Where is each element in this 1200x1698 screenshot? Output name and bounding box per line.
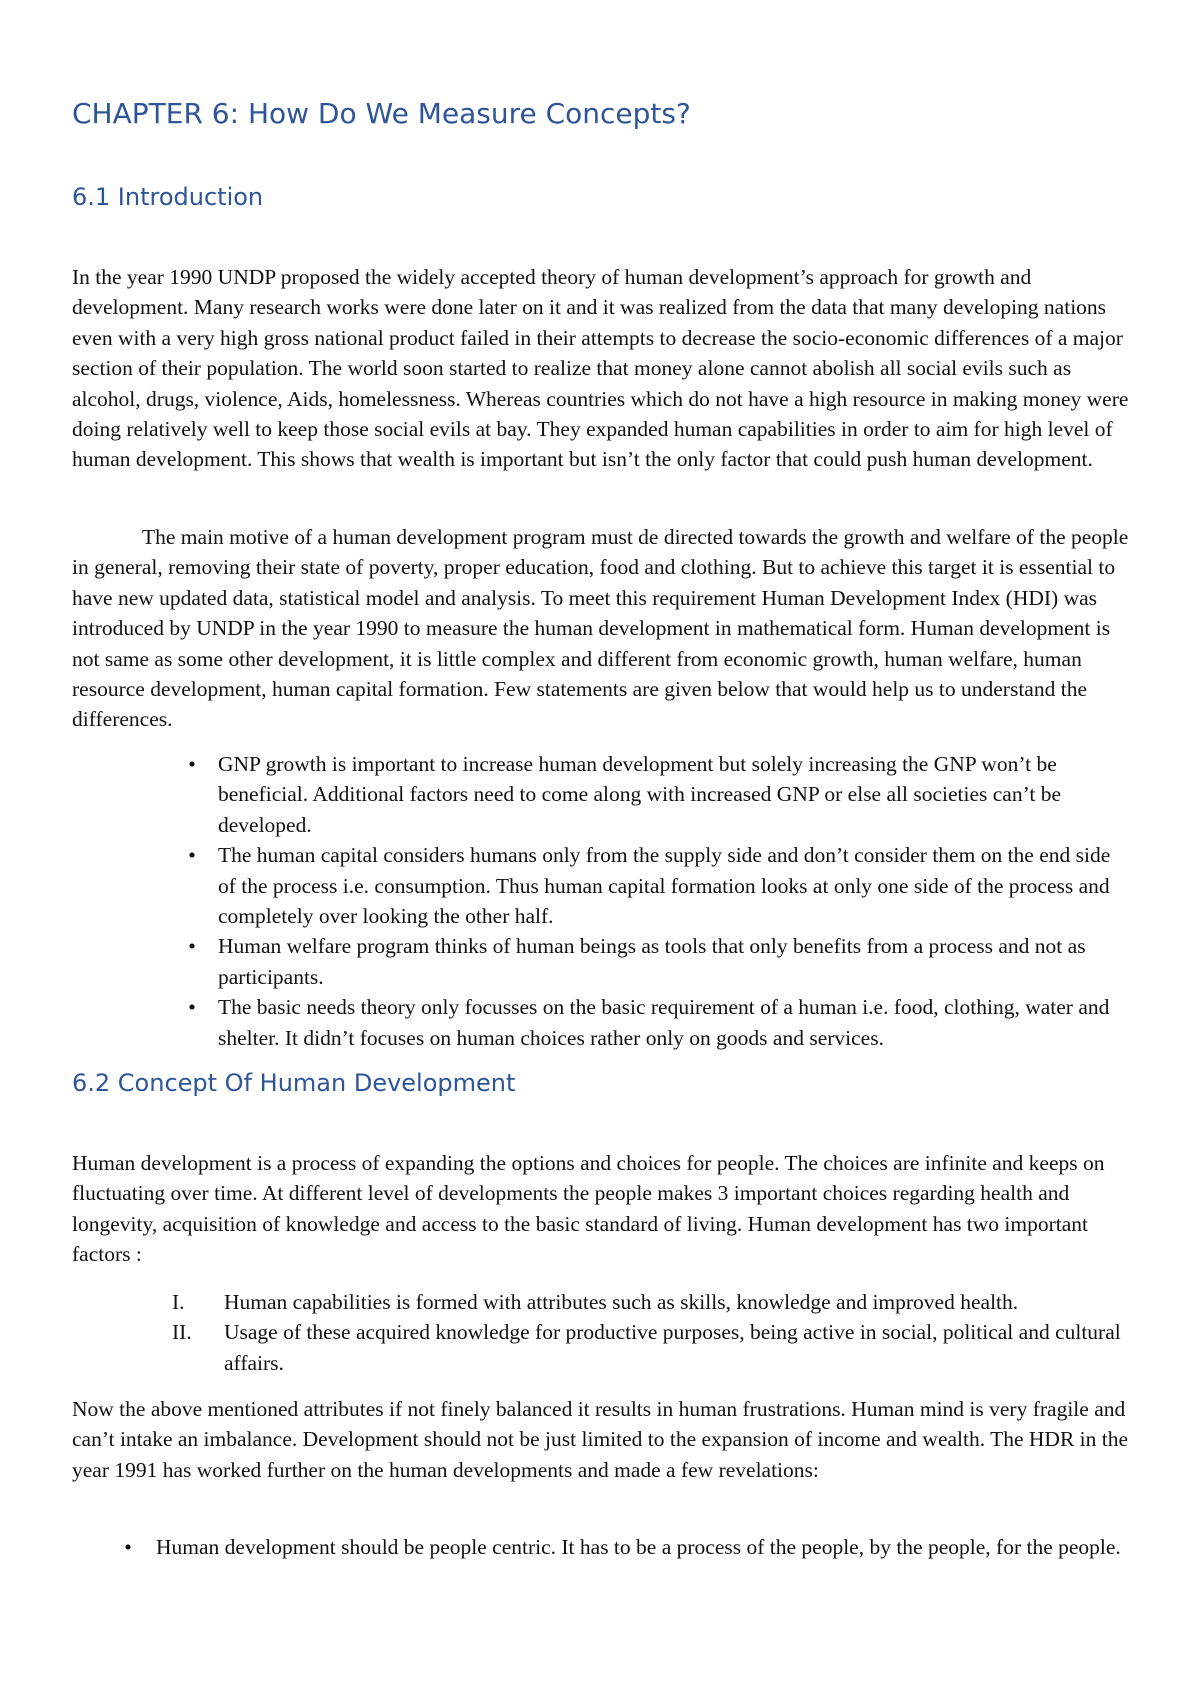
chapter-title: CHAPTER 6: How Do We Measure Concepts? — [72, 97, 691, 130]
list-item — [172, 1317, 1132, 1378]
roman-numeral: II. — [172, 1320, 192, 1345]
revelations-bullet-list — [124, 1532, 1132, 1562]
bullet-icon: • — [188, 752, 196, 776]
section-heading-concept: 6.2 Concept Of Human Development — [72, 1069, 516, 1097]
intro-paragraph-2: The main motive of a human development program must de directed towards the growth and welfare of the people in general, removing their state of poverty, proper education, food and clothing. But to achieve this target it is essential to have new updated data, statistical model and analysis. To meet this requirement Human Development Index (HDI) was introduced by UNDP in the year 1990 to measure the human development in mathematical form. Human development is not same as some other development, it is little complex and different from economic growth, human welfare, human resource development, human capital formation. Few statements are given below that would help us to understand the differences. — [72, 525, 1129, 732]
list-item-text: GNP growth is important to increase human development but solely increasing the GNP won’t be beneficial. Additional factors need to come along with increased GNP or else all societies can’t be developed. — [218, 752, 1061, 837]
list-item-text: Human capabilities is formed with attributes such as skills, knowledge and improved health. — [224, 1290, 1019, 1314]
list-item — [124, 1532, 1132, 1562]
list-item — [188, 840, 1132, 931]
list-item — [188, 931, 1132, 992]
list-item — [188, 749, 1132, 840]
differences-bullet-list — [188, 749, 1132, 1053]
bullet-icon: • — [124, 1535, 132, 1559]
intro-paragraph-1: In the year 1990 UNDP proposed the widely accepted theory of human development’s approach for growth and development. Many research works were done later on it and it was realized from the data that many developing nations even with a very high gross national product failed in their attempts to decrease the socio-economic differences of a major section of their population. The world soon started to realize that money alone cannot abolish all social evils such as alcohol, drugs, violence, Aids, homelessness. Whereas countries which do not have a high resource in making money were doing relatively well to keep those social evils at bay. They expanded human capabilities in order to aim for high level of human development. This shows that wealth is important but isn’t the only factor that could push human development. — [72, 265, 1129, 472]
section-heading-introduction: 6.1 Introduction — [72, 183, 264, 211]
list-item-text: Usage of these acquired knowledge for productive purposes, being active in social, political and cultural affairs. — [224, 1320, 1121, 1375]
roman-numeral: I. — [172, 1290, 185, 1314]
bullet-icon: • — [188, 995, 196, 1020]
bullet-icon: • — [188, 843, 196, 868]
list-item-text: Human welfare program thinks of human beings as tools that only benefits from a process and not as participants. — [218, 934, 1086, 989]
concept-paragraph-1: Human development is a process of expanding the options and choices for people. The choices are infinite and keeps on fluctuating over time. At different level of developments the people makes 3 important choices regarding health and longevity, acquisition of knowledge and access to the basic standard of living. Human development has two important factors : — [72, 1151, 1105, 1267]
concept-paragraph-2: Now the above mentioned attributes if not finely balanced it results in human frustrations. Human mind is very fragile and can’t intake an imbalance. Development should not be just limited to the expansion of income and wealth. The HDR in the year 1991 has worked further on the human developments and made a few revelations: — [72, 1397, 1129, 1482]
list-item-text: The basic needs theory only focusses on the basic requirement of a human i.e. food, clothing, water and shelter. It didn’t focuses on human choices rather only on goods and services. — [218, 995, 1110, 1050]
bullet-icon: • — [188, 934, 196, 959]
factors-roman-list — [172, 1287, 1132, 1378]
list-item-text: The human capital considers humans only from the supply side and don’t consider them on the end side of the process i.e. consumption. Thus human capital formation looks at only one side of the process and completely over looking the other half. — [218, 843, 1111, 929]
list-item-text: Human development should be people centric. It has to be a process of the people, by the people, for the people. — [156, 1535, 1121, 1559]
list-item — [188, 992, 1132, 1053]
list-item — [172, 1287, 1132, 1317]
